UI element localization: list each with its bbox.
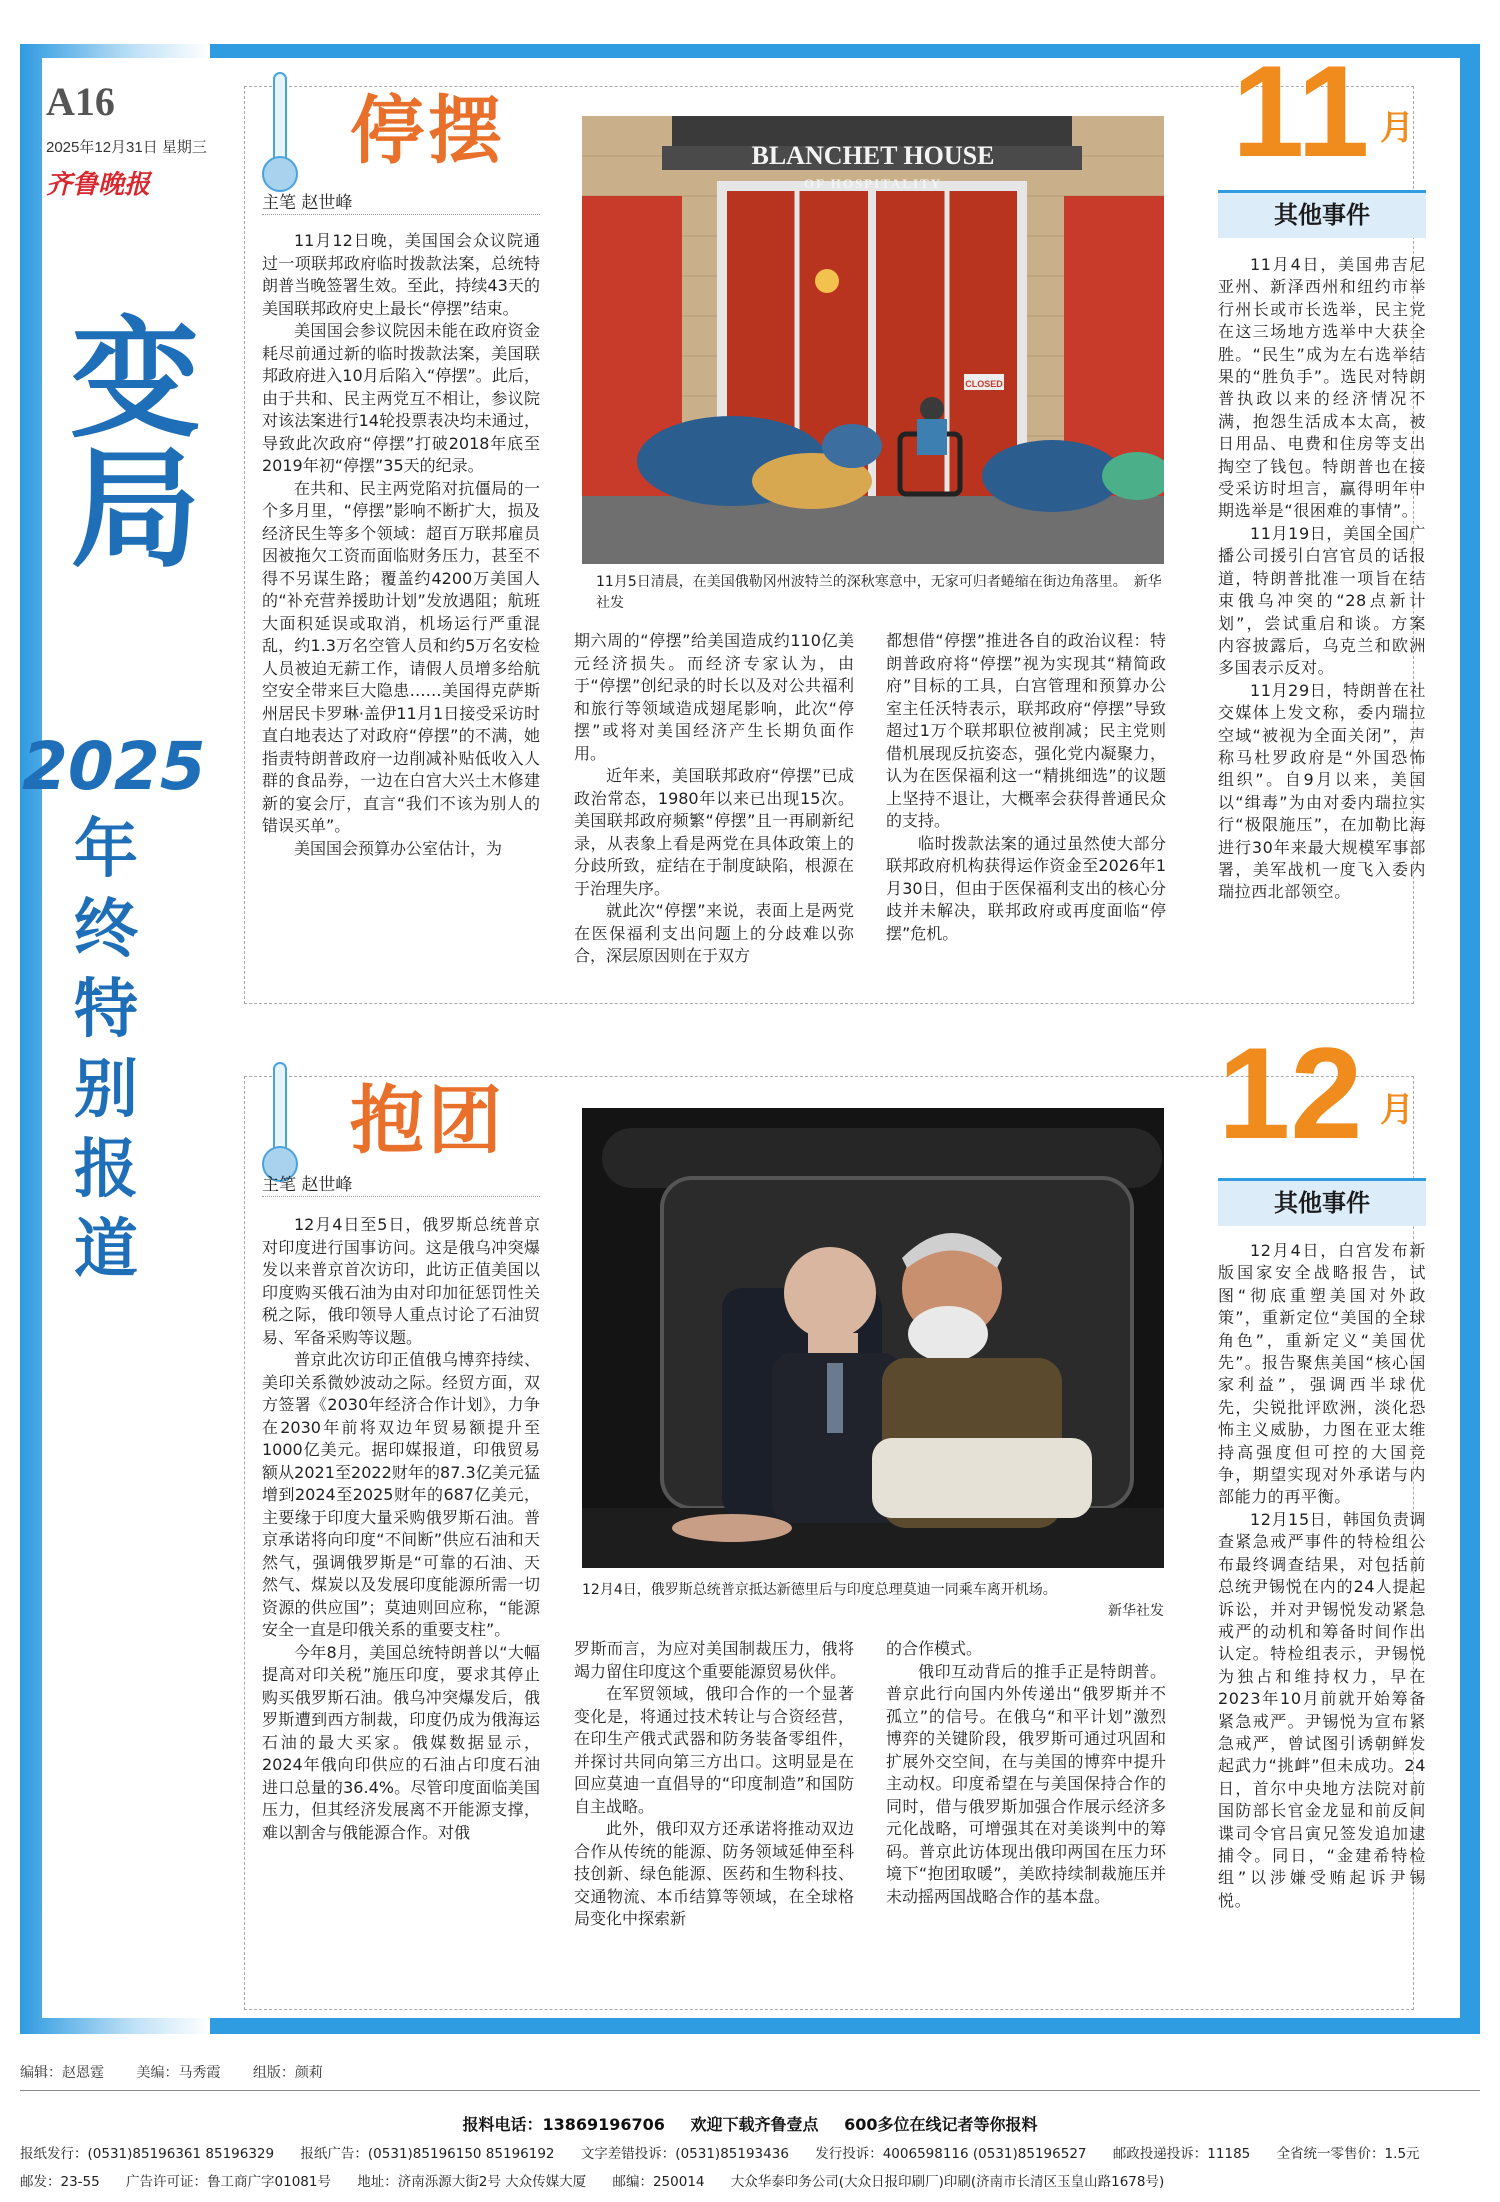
november-photo-caption: 11月5日清晨，在美国俄勒冈州波特兰的深秋寒意中，无家可归者蜷缩在街边角落里。 新华社发	[596, 574, 1162, 611]
news-hotline	[0, 2112, 1500, 2135]
paragraph: 的合作模式。	[886, 1639, 983, 1658]
december-column-3	[886, 1638, 1166, 1908]
event-item: 12月15日，韩国负责调查紧急戒严事件的特检组公布最终调查结果，对包括前总统尹锡悦在内的24人提起诉讼，并对尹锡悦发动紧急戒严的动机和筹备时间作出认定。特检组表示，尹锡悦为独占和维持权力，早在2023年10月前就开始筹备紧急戒严。尹锡悦为宣布紧急戒严，曾试图引诱朝鲜发起武力“挑衅”但未成功。24日，首尔中央地方法院对前国防部长官金龙显和前反间谍司令官吕寅兄签发追加逮捕令。同日，“金建希特检组”以涉嫌受贿起诉尹锡悦。	[1218, 1509, 1426, 1910]
footer-item: 邮发：23-55	[20, 2174, 100, 2190]
footer-item: 大众华泰印务公司(大众日报印刷厂)印刷(济南市长清区玉皇山路1678号)	[730, 2174, 1165, 2190]
december-headline: 抱团	[350, 1078, 506, 1164]
photo-closed-tag: CLOSED	[965, 379, 1003, 389]
december-photo-caption	[582, 1580, 1164, 1622]
december-other-events-header: 其他事件	[1218, 1178, 1426, 1226]
december-photo	[582, 1108, 1164, 1568]
page-number: A16	[46, 79, 115, 124]
banner-subtitle-char: 别	[74, 1053, 138, 1127]
byline-divider	[262, 1196, 540, 1197]
byline-divider	[262, 214, 540, 215]
december-byline: 主笔 赵世峰	[262, 1175, 353, 1195]
banner-subtitle-char: 特	[74, 973, 138, 1047]
banner-year: 2025	[22, 728, 206, 805]
november-month-char: 月	[1380, 108, 1414, 148]
november-other-events	[1218, 254, 1426, 904]
thermometer-icon	[262, 72, 298, 192]
paragraph: 罗斯而言，为应对美国制裁压力，俄将竭力留住印度这个重要能源贸易伙伴。	[574, 1639, 854, 1681]
footer-item: 发行投诉：4006598116 (0531)85196527	[815, 2146, 1087, 2162]
car-photo	[582, 1108, 1164, 1568]
november-headline: 停摆	[350, 88, 506, 174]
paragraph: 普京此次访印正值俄乌博弈持续、美印关系微妙波动之际。经贸方面，双方签署《2030年经济合作计划》，力争在2030年前将双边年贸易额提升至1000亿美元。据印媒报道，印俄贸易额从2021至2022财年的87.3亿美元猛增到2024至2025财年的687亿美元，主要缘于印度大量采购俄罗斯石油。普京承诺将向印度“不间断”供应石油和天然气，强调俄罗斯是“可靠的石油、天然气、煤炭以及发展印度能源所需一切资源的供应国”；莫迪则回应称，“能源安全一直是印俄关系的重要支柱”。	[262, 1350, 540, 1639]
banner-title	[40, 310, 200, 570]
newspaper-logo: 齐鲁晚报	[46, 170, 151, 200]
paragraph: 临时拨款法案的通过虽然使大部分联邦政府机构获得运作资金至2026年1月30日，但由于医保福利支出的核心分歧并未解决，联邦政府或再度面临“停摆”危机。	[886, 833, 1166, 943]
paragraph: 在军贸领域，俄印合作的一个显著变化是，将通过技术转让与合资经营，在印生产俄式武器和防务装备零组件，并探讨共同向第三方出口。这明显是在回应莫迪一直倡导的“印度制造”和国防自主战略。	[574, 1684, 854, 1816]
november-photo	[582, 116, 1164, 564]
footer-address-row	[20, 2170, 1480, 2190]
paragraph: 俄印互动背后的推手正是特朗普。普京此行向国内外传递出“俄罗斯并不孤立”的信号。在俄乌“和平计划”激烈博弈的关键阶段，俄罗斯可通过巩固和扩展外交空间，在与美国的博弈中提升主动权。印度希望在与美国保持合作的同时，借与俄罗斯加强合作展示经济多元化战略，可增强其在对美谈判中的筹码。普京此访体现出俄印两国在压力环境下“抱团取暖”，美欧持续制裁施压并未动摇两国战略合作的基本盘。	[886, 1661, 1166, 1906]
editor-credits	[20, 2062, 351, 2082]
paragraph: 都想借“停摆”推进各自的政治议程：特朗普政府将“停摆”视为实现其“精简政府”目标的工具，白宫管理和预算办公室主任沃特表示，联邦政府“停摆”导致超过1万个联邦职位被削减；民主党则借机展现反抗姿态，强化党内凝聚力，认为在医保福利这一“精挑细选”的议题上坚持不退让，大概率会获得普通民众的支持。	[886, 631, 1166, 830]
photo-sign-line2: OF HOSPITALITY	[803, 176, 943, 191]
issue-date: 2025年12月31日 星期三	[46, 139, 207, 156]
december-month-number: 12	[1218, 1020, 1363, 1166]
layout-name: 组版：颜莉	[252, 2065, 323, 2081]
december-month-char: 月	[1380, 1090, 1414, 1130]
footer-contacts-row	[20, 2142, 1480, 2162]
paragraph: 此外，俄印双方还承诺将推动双边合作从传统的能源、防务领域延伸至科技创新、绿色能源、医药和生物科技、交通物流、本币结算等领域，在全球格局变化中探索新	[574, 1819, 854, 1928]
footer-item: 报纸广告：(0531)85196150 85196192	[300, 2146, 555, 2162]
footer-item: 广告许可证：鲁工商广字01081号	[126, 2174, 331, 2190]
hotline-app: 欢迎下载齐鲁壹点	[690, 2115, 819, 2134]
paragraph: 美国国会参议院因未能在政府资金耗尽前通过新的临时拨款法案，美国联邦政府进入10月后陷入“停摆”。此后，由于共和、民主两党互不相让，参议院对该法案进行14轮投票表决均未通过，导致此次政府“停摆”打破2018年底至2019年初“停摆”35天的纪录。	[262, 321, 540, 475]
banner-subtitle-char: 年	[74, 813, 138, 887]
footer-divider	[20, 2090, 1480, 2091]
november-column-1	[262, 230, 540, 860]
footer-item: 邮编：250014	[612, 2174, 705, 2190]
homeless-street-photo	[582, 116, 1164, 564]
banner-subtitle-char: 终	[74, 893, 138, 967]
footer-item: 邮政投递投诉：11185	[1112, 2146, 1251, 2162]
footer-item: 地址：济南泺源大街2号 大众传媒大厦	[357, 2174, 587, 2190]
banner-title-text: 变局	[49, 310, 201, 570]
editor-name: 编辑：赵恩霆	[20, 2065, 104, 2081]
event-item: 12月4日，白宫发布新版国家安全战略报告，试图“彻底重塑美国对外政策”，重新定位“美国的全球角色”，重新定义“美国优先”。报告聚焦美国“核心国家利益”，强调西半球优先，尖锐批评欧洲，淡化恐怖主义威胁，力图在亚太维持高强度但可控的大国竞争，期望实现对外承诺与内部能力的再平衡。	[1218, 1241, 1426, 1507]
november-column-3	[886, 630, 1166, 945]
hotline-phone: 报料电话：13869196706	[462, 2115, 665, 2134]
november-other-events-header: 其他事件	[1218, 190, 1426, 238]
paragraph: 在共和、民主两党陷对抗僵局的一个多月里，“停摆”影响不断扩大，损及经济民生等多个领域：超百万联邦雇员因被拖欠工资而面临财务压力，甚至不得不另谋生路；覆盖约4200万美国人的“补充营养援助计划”发放遇阻；航班大面积延误或取消，机场运行严重混乱，约1.3万名空管人员和约5万名安检人员被迫无薪工作，请假人员增多给航空安全带来巨大隐患……美国得克萨斯州居民卡罗琳·盖伊11月1日接受采访时直白地表达了对政府“停摆”的不满，她指责特朗普政府一边削减补贴低收入人群的食品券，一边在白宫大兴土木修建新的宴会厅，直言“我们不该为别人的错误买单”。	[262, 478, 540, 835]
footer-item: 全省统一零售价：1.5元	[1276, 2146, 1420, 2162]
banner-subtitle-char: 道	[74, 1213, 138, 1287]
november-byline: 主笔 赵世峰	[262, 193, 353, 213]
paragraph: 11月12日晚，美国国会众议院通过一项联邦政府临时拨款法案，总统特朗普当晚签署生效。至此，持续43天的美国联邦政府史上最长“停摆”结束。	[262, 231, 540, 318]
banner-subtitle-char: 报	[74, 1133, 138, 1207]
banner-subtitle	[56, 810, 156, 1290]
paragraph: 就此次“停摆”来说，表面上是两党在医保福利支出问题上的分歧难以弥合，深层原因则在于双方	[574, 901, 854, 965]
paragraph: 近年来，美国联邦政府“停摆”已成政治常态，1980年以来已出现15次。美国联邦政府频繁“停摆”且一再刷新纪录，从表象上看是两党在具体政策上的分歧所致，症结在于制度缺陷，根源在于治理失序。	[574, 766, 854, 898]
footer-item: 文字差错投诉：(0531)85193436	[580, 2146, 789, 2162]
event-item: 11月29日，特朗普在社交媒体上发文称，委内瑞拉空域“被视为全面关闭”，声称马杜罗政府是“外国恐怖组织”。自9月以来，美国以“缉毒”为由对委内瑞拉实行“极限施压”，在加勒比海进行30年来最大规模军事部署，美军战机一度飞入委内瑞拉西北部领空。	[1218, 680, 1426, 902]
designer-name: 美编：马秀霞	[136, 2065, 221, 2081]
event-item: 11月4日，美国弗吉尼亚州、新泽西州和纽约市举行州长或市长选举，民主党在这三场地方选举中大获全胜。“民生”成为左右选举结果的“胜负手”。选民对特朗普执政以来的经济情况不满，抱怨生活成本太高，被日用品、电费和住房等支出掏空了钱包。特朗普也在接受采访时坦言，赢得明年中期选举是“很困难的事情”。	[1218, 255, 1426, 521]
paragraph: 美国国会预算办公室估计，为	[294, 838, 503, 858]
december-column-1	[262, 1214, 540, 1844]
paragraph: 期六周的“停摆”给美国造成约110亿美元经济损失。而经济专家认为，由于“停摆”创纪录的时长以及对公共福利和旅行等领域造成翅尾影响，此次“停摆”或将对美国经济产生长期负面作用。	[574, 631, 854, 763]
paragraph: 12月4日至5日，俄罗斯总统普京对印度进行国事访问。这是俄乌冲突爆发以来普京首次访印，此访正值美国以印度购买俄石油为由对印加征惩罚性关税之际，俄印领导人重点讨论了石油贸易、军备采购等议题。	[262, 1215, 540, 1347]
december-caption-credit: 新华社发	[1108, 1603, 1164, 1619]
december-other-events	[1218, 1240, 1426, 1912]
november-column-2	[574, 630, 854, 968]
december-caption-text: 12月4日，俄罗斯总统普京抵达新德里后与印度总理莫迪一同乘车离开机场。	[582, 1582, 1057, 1598]
photo-sign-line1: BLANCHET HOUSE	[751, 141, 995, 170]
hotline-reporters: 600多位在线记者等你报料	[844, 2115, 1038, 2134]
november-month-number: 11	[1232, 38, 1370, 184]
paragraph: 今年8月，美国总统特朗普以“大幅提高对印关税”施压印度，要求其停止购买俄罗斯石油。俄乌冲突爆发后，俄罗斯遭到西方制裁，印度仍成为俄海运石油的最大买家。俄媒数据显示，2024年俄向印供应的石油占印度石油进口总量的36.4%。尽管印度面临美国压力，但其经济发展离不开能源支撑，难以割舍与俄能源合作。对俄	[262, 1642, 540, 1842]
thermometer-icon	[262, 1062, 298, 1182]
event-item: 11月19日，美国全国广播公司援引白宫官员的话报道，特朗普批准一项旨在结束俄乌冲突的“28点新计划”，尝试重启和谈。方案内容披露后，乌克兰和欧洲多国表示反对。	[1218, 523, 1426, 678]
footer-item: 报纸发行：(0531)85196361 85196329	[20, 2146, 275, 2162]
december-column-2	[574, 1638, 854, 1931]
